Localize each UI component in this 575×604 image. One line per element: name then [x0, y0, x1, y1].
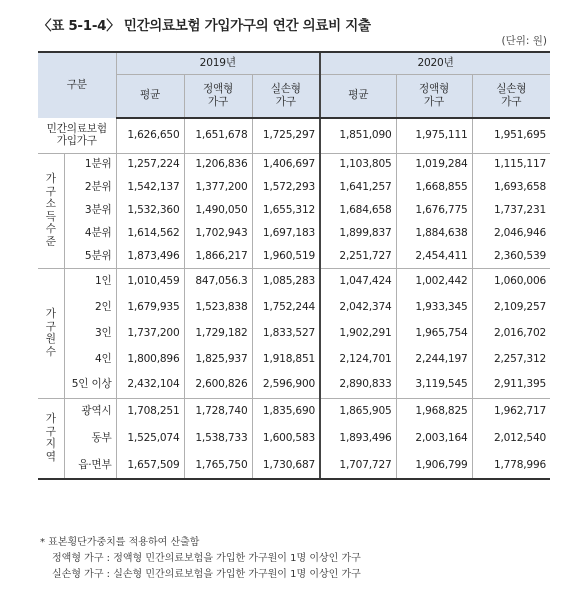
value-cell: 2,012,540: [472, 425, 550, 452]
header-group: 구분: [38, 52, 116, 118]
expenditure-table: [38, 51, 550, 480]
value-cell: 1,010,459: [116, 268, 184, 294]
value-cell: 1,737,200: [116, 320, 184, 346]
value-cell: 2,596,900: [252, 372, 320, 398]
value-cell: 2,244,197: [396, 346, 472, 372]
value-cell: 1,737,231: [472, 199, 550, 222]
value-cell: 2,432,104: [116, 372, 184, 398]
table-title: 〈표 5-1-4〉 민간의료보험 가입가구의 연간 의료비 지출: [38, 18, 371, 34]
value-cell: 1,651,678: [184, 118, 252, 153]
value-cell: 1,600,583: [252, 425, 320, 452]
value-cell: 2,454,411: [396, 245, 472, 268]
header-col: 실손형 가구: [472, 74, 550, 118]
value-cell: 1,060,006: [472, 268, 550, 294]
value-cell: 1,778,996: [472, 452, 550, 479]
header-col: 평균: [320, 74, 396, 118]
value-cell: 1,825,937: [184, 346, 252, 372]
value-cell: 1,655,312: [252, 199, 320, 222]
value-cell: 1,752,244: [252, 294, 320, 320]
group-label-income: 가 구 소 득 수 준: [38, 153, 64, 268]
value-cell: 2,257,312: [472, 346, 550, 372]
row-label: 3인: [64, 320, 116, 346]
value-cell: 1,538,733: [184, 425, 252, 452]
value-cell: 1,835,690: [252, 398, 320, 425]
value-cell: 1,725,297: [252, 118, 320, 153]
value-cell: 2,600,826: [184, 372, 252, 398]
value-cell: 1,906,799: [396, 452, 472, 479]
value-cell: 1,702,943: [184, 222, 252, 245]
note-line: * 표본횡단가중치를 적용하여 산출함: [40, 537, 200, 548]
unit-label: (단위: 원): [501, 35, 547, 47]
value-cell: 1,525,074: [116, 425, 184, 452]
value-cell: 1,708,251: [116, 398, 184, 425]
row-label: 2분위: [64, 176, 116, 199]
value-cell: 1,697,183: [252, 222, 320, 245]
value-cell: 1,693,658: [472, 176, 550, 199]
value-cell: 1,002,442: [396, 268, 472, 294]
value-cell: 1,206,836: [184, 153, 252, 176]
value-cell: 2,046,946: [472, 222, 550, 245]
value-cell: 1,679,935: [116, 294, 184, 320]
group-label-region: 가 구 지 역: [38, 398, 64, 479]
value-cell: 1,377,200: [184, 176, 252, 199]
value-cell: 1,951,695: [472, 118, 550, 153]
value-cell: 1,626,650: [116, 118, 184, 153]
value-cell: 2,911,395: [472, 372, 550, 398]
value-cell: 1,729,182: [184, 320, 252, 346]
row-label: 읍·면부: [64, 452, 116, 479]
value-cell: 3,119,545: [396, 372, 472, 398]
value-cell: 1,730,687: [252, 452, 320, 479]
row-label: 광역시: [64, 398, 116, 425]
value-cell: 2,124,701: [320, 346, 396, 372]
value-cell: 1,641,257: [320, 176, 396, 199]
header-col: 평균: [116, 74, 184, 118]
value-cell: 1,019,284: [396, 153, 472, 176]
value-cell: 1,893,496: [320, 425, 396, 452]
header-col: 정액형 가구: [184, 74, 252, 118]
row-label: 1분위: [64, 153, 116, 176]
value-cell: 2,251,727: [320, 245, 396, 268]
value-cell: 1,899,837: [320, 222, 396, 245]
value-cell: 1,800,896: [116, 346, 184, 372]
value-cell: 1,975,111: [396, 118, 472, 153]
value-cell: 1,965,754: [396, 320, 472, 346]
value-cell: 1,406,697: [252, 153, 320, 176]
value-cell: 1,833,527: [252, 320, 320, 346]
value-cell: 1,668,855: [396, 176, 472, 199]
value-cell: 1,968,825: [396, 398, 472, 425]
header-year-2020: 2020년: [320, 52, 550, 74]
value-cell: 1,572,293: [252, 176, 320, 199]
value-cell: 1,614,562: [116, 222, 184, 245]
value-cell: 1,684,658: [320, 199, 396, 222]
value-cell: 1,523,838: [184, 294, 252, 320]
value-cell: 1,765,750: [184, 452, 252, 479]
row-label-total: 민간의료보험 가입가구: [38, 118, 116, 153]
row-label: 2인: [64, 294, 116, 320]
header-col: 실손형 가구: [252, 74, 320, 118]
value-cell: 2,003,164: [396, 425, 472, 452]
value-cell: 1,542,137: [116, 176, 184, 199]
value-cell: 2,109,257: [472, 294, 550, 320]
value-cell: 1,085,283: [252, 268, 320, 294]
value-cell: 1,490,050: [184, 199, 252, 222]
value-cell: 1,532,360: [116, 199, 184, 222]
value-cell: 1,103,805: [320, 153, 396, 176]
value-cell: 1,676,775: [396, 199, 472, 222]
value-cell: 1,902,291: [320, 320, 396, 346]
header-col: 정액형 가구: [396, 74, 472, 118]
row-label: 동부: [64, 425, 116, 452]
value-cell: 1,873,496: [116, 245, 184, 268]
value-cell: 2,016,702: [472, 320, 550, 346]
value-cell: 1,047,424: [320, 268, 396, 294]
row-label: 1인: [64, 268, 116, 294]
row-label: 3분위: [64, 199, 116, 222]
row-label: 4분위: [64, 222, 116, 245]
value-cell: 1,884,638: [396, 222, 472, 245]
value-cell: 1,866,217: [184, 245, 252, 268]
value-cell: 1,918,851: [252, 346, 320, 372]
value-cell: 1,115,117: [472, 153, 550, 176]
value-cell: 2,890,833: [320, 372, 396, 398]
notes: [40, 535, 361, 583]
group-label-members: 가 구 원 수: [38, 268, 64, 398]
note-line: 정액형 가구 : 정액형 민간의료보험을 가입한 가구원이 1명 이상인 가구: [52, 553, 361, 564]
row-label: 4인: [64, 346, 116, 372]
value-cell: 1,962,717: [472, 398, 550, 425]
value-cell: 1,728,740: [184, 398, 252, 425]
value-cell: 1,851,090: [320, 118, 396, 153]
value-cell: 1,960,519: [252, 245, 320, 268]
value-cell: 1,707,727: [320, 452, 396, 479]
note-line: 실손형 가구 : 실손형 민간의료보험을 가입한 가구원이 1명 이상인 가구: [52, 569, 361, 580]
value-cell: 1,257,224: [116, 153, 184, 176]
row-label: 5인 이상: [64, 372, 116, 398]
value-cell: 2,360,539: [472, 245, 550, 268]
value-cell: 1,865,905: [320, 398, 396, 425]
value-cell: 2,042,374: [320, 294, 396, 320]
value-cell: 1,933,345: [396, 294, 472, 320]
row-label: 5분위: [64, 245, 116, 268]
header-year-2019: 2019년: [116, 52, 320, 74]
value-cell: 1,657,509: [116, 452, 184, 479]
value-cell: 847,056.3: [184, 268, 252, 294]
